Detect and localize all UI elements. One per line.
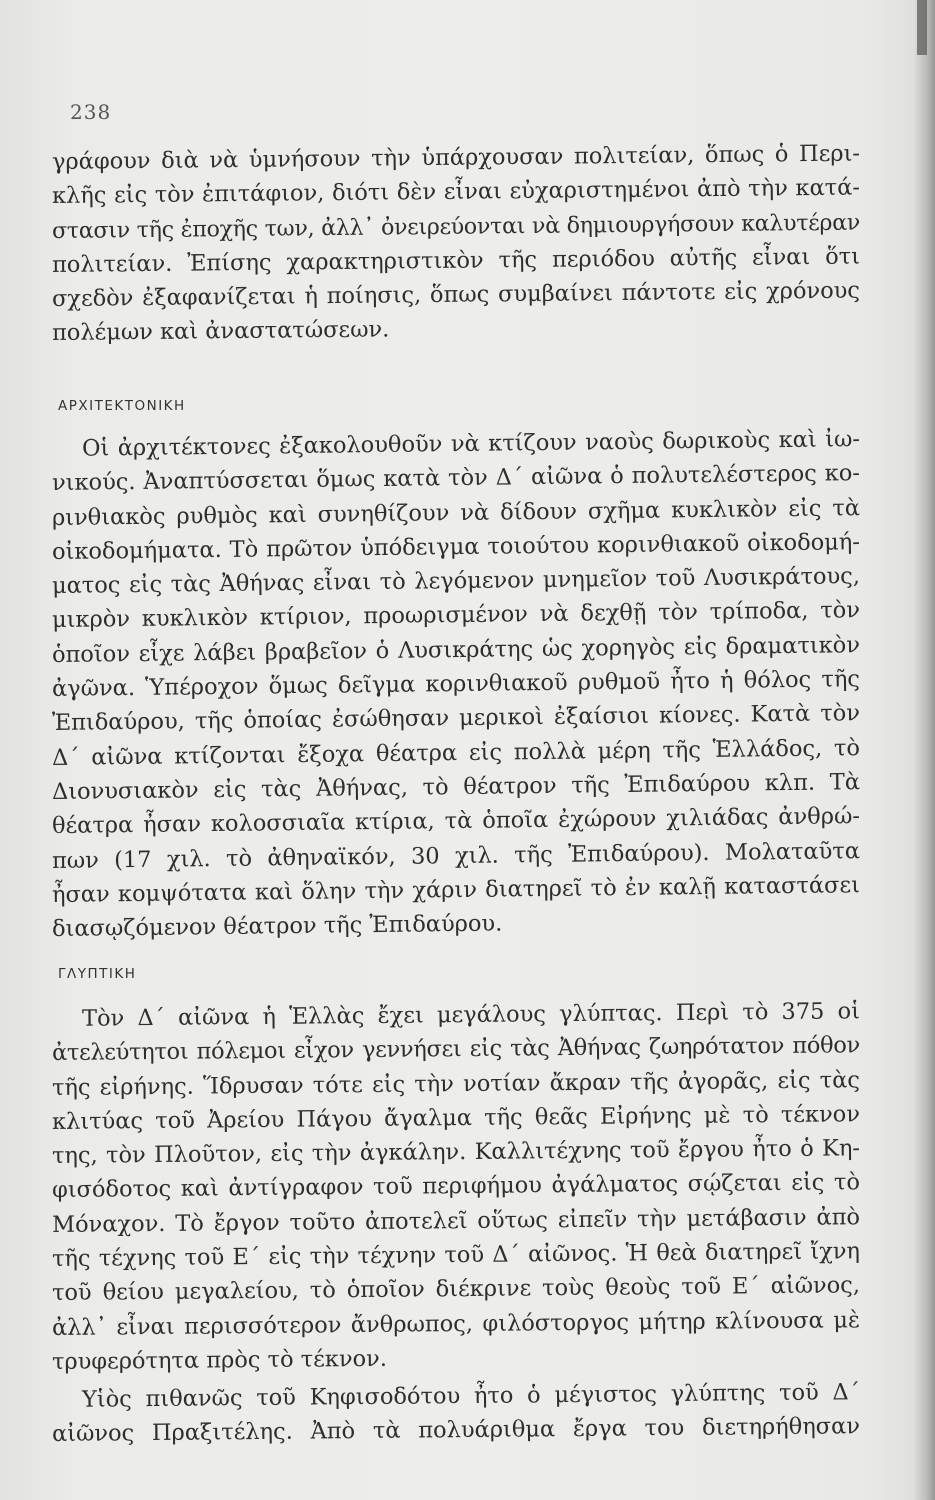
text-line: οἰκοδομήματα. Τὸ πρῶτον ὑπόδειγμα τοιούτου κορινθιακοῦ οἰκοδομή- [51, 529, 861, 565]
page-number: 238 [70, 100, 112, 124]
text-line: Δ´ αἰῶνα κτίζονται ἔξοχα θέατρα εἰς πολλὰ μέρη τῆς Ἑλλάδος, τὸ [51, 734, 861, 771]
text-line: τῆς τέχνης τοῦ Ε´ εἰς τὴν τέχνην τοῦ Δ´ αἰῶνος. Ἡ θεὰ διατηρεῖ ἴχνη [51, 1238, 861, 1273]
text-line: ἀλλ᾽ εἶναι περισσότερον ἄνθρωπος, φιλόστοργος μήτηρ κλίνουσα μὲ [51, 1306, 861, 1341]
text-line: τρυφερότητα πρὸς τὸ τέκνον. [51, 1345, 388, 1375]
text-line: ἦσαν κομψότατα καὶ ὅλην τὴν χάριν διατηρεῖ τὸ ἐν καλῇ καταστάσει [51, 871, 861, 908]
text-line: κλιτύας τοῦ Ἀρείου Πάγου ἄγαλμα τῆς θεᾶς Εἰρήνης μὲ τὸ τέκνον [51, 1101, 861, 1135]
text-line: ἀτελεύτητοι πόλεμοι εἶχον γεννήσει εἰς τὰς Ἀθήνας ζωηρότατον πόθον [51, 1032, 861, 1067]
text-line: κλῆς εἰς τὸν ἐπιτάφιον, διότι δὲν εἶναι εὐχαριστημένοι ἀπὸ τὴν κατά- [51, 174, 861, 210]
binding-mark [917, 0, 927, 55]
text-line: Μόναχον. Τὸ ἔργον τοῦτο ἀποτελεῖ οὕτως εἰπεῖν τὴν μετάβασιν ἀπὸ [51, 1204, 861, 1238]
text-line: ρινθιακὸς ρυθμὸς καὶ συνηθίζουν νὰ δίδουν σχῆμα κυκλικὸν εἰς τὰ [51, 494, 861, 531]
section-heading-architecture: ΑΡΧΙΤΕΚΤΟΝΙΚΗ [58, 398, 186, 414]
text-line: πων (17 χιλ. τὸ ἀθηναϊκόν, 30 χιλ. τῆς Ἐπιδαύρου). Μολαταῦτα [51, 837, 861, 874]
section-heading-sculpture: ΓΛΥΠΤΙΚΗ [58, 966, 137, 982]
text-line: διασῳζόμενον θέατρον τῆς Ἐπιδαύρου. [51, 910, 503, 943]
text-line: στασιν τῆς ἐποχῆς των, ἀλλ᾽ ὀνειρεύονται νὰ δημιουργήσουν καλυτέραν [51, 209, 861, 244]
text-line: γράφουν διὰ νὰ ὑμνήσουν τὴν ὑπάρχουσαν πολιτείαν, ὅπως ὁ Περι- [51, 140, 861, 175]
paragraph-praxiteles [51, 1379, 861, 1452]
text-line: μικρὸν κυκλικὸν κτίριον, προωρισμένον νὰ δεχθῇ τὸν τρίποδα, τὸν [51, 597, 861, 634]
page-edge-shadow [913, 0, 935, 1500]
text-fragment: ματος εἰς τὰς Ἀθήνας εἶναι τὸ λεγόμενον μνημεῖον τοῦ Λυσικράτους, [51, 563, 861, 600]
text-line: της, τὸν Πλοῦτον, εἰς τὴν ἀγκάλην. Καλλιτέχνης τοῦ ἔργου ἦτο ὁ Κη- [51, 1135, 861, 1170]
text-line: Υἱὸς πιθανῶς τοῦ Κηφισοδότου ἦτο ὁ μέγιστος γλύπτης τοῦ Δ´ [81, 1379, 861, 1413]
text-line: Οἱ ἀρχιτέκτονες ἐξακολουθοῦν νὰ κτίζουν ναοὺς δωρικοὺς καὶ ἰω- [81, 426, 861, 462]
paragraph-architecture [51, 426, 861, 946]
paragraph-sculpture [51, 998, 861, 1379]
text-line: φισόδοτος καὶ ἀντίγραφον τοῦ περιφήμου ἀγάλματος σῴζεται εἰς τὸ [51, 1169, 861, 1204]
text-line: αἰῶνος Πραξιτέλης. Ἀπὸ τὰ πολυάριθμα ἔργα του διετηρήθησαν [51, 1413, 861, 1448]
text-line: Διονυσιακὸν εἰς τὰς Ἀθήνας, τὸ θέατρον τῆς Ἐπιδαύρου κλπ. Τὰ [51, 769, 861, 805]
text-line: σχεδὸν ἐξαφανίζεται ἡ ποίησις, ὅπως συμβαίνει πάντοτε εἰς χρόνους [51, 277, 861, 313]
text-line: Ἐπιδαύρου, τῆς ὁποίας ἐσώθησαν μερικοὶ ἐξαίσιοι κίονες. Κατὰ τὸν [51, 700, 861, 737]
paragraph-continuation [51, 140, 861, 351]
text-line: πολιτείαν. Ἐπίσης χαρακτηριστικὸν τῆς περιόδου αὐτῆς εἶναι ὅτι [51, 243, 861, 278]
text-line: ὁποῖον εἶχε λάβει βραβεῖον ὁ Λυσικράτης ὡς χορηγὸς εἰς δραματικὸν [51, 631, 861, 668]
text-line: τοῦ θείου μεγαλείου, τὸ ὁποῖον διέκρινε τοὺς θεοὺς τοῦ Ε´ αἰῶνος, [51, 1272, 861, 1307]
text-line: Τὸν Δ´ αἰῶνα ἡ Ἑλλὰς ἔχει μεγάλους γλύπτας. Περὶ τὸ 375 οἱ [81, 998, 861, 1032]
text-line: νικούς. Ἀναπτύσσεται ὅμως κατὰ τὸν Δ´ αἰῶνα ὁ πολυτελέστερος κο- [51, 460, 861, 497]
text-line: ἀγῶνα. Ὑπέροχον ὅμως δεῖγμα κορινθιακοῦ ρυθμοῦ ἦτο ἡ θόλος τῆς [51, 666, 861, 703]
text-line: τῆς εἰρήνης. Ἵδρυσαν τότε εἰς τὴν νοτίαν ἄκραν τῆς ἀγορᾶς, εἰς τὰς [51, 1066, 861, 1101]
text-line: θέατρα ἦσαν κολοσσιαῖα κτίρια, τὰ ὁποῖα ἐχώρουν χιλιάδας ἀνθρώ- [51, 803, 861, 840]
text-line: πολέμων καὶ ἀναστατώσεων. [51, 316, 390, 347]
